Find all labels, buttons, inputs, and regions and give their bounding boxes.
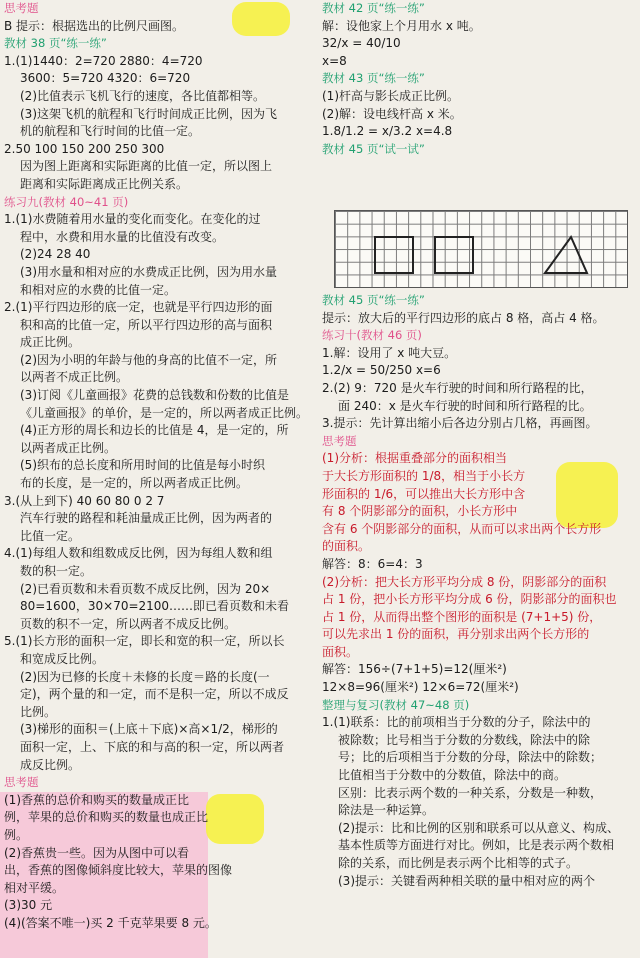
- section-heading-label: 教材 42 页“练一练”: [322, 1, 425, 15]
- text-line: (5)织布的总长度和所用时间的比值是每小时织: [20, 458, 265, 473]
- text-line: (3)用水量和相对应的水费成正比例，因为用水量: [20, 264, 277, 279]
- text-line: (1)香蕉的总价和购买的数量成正比: [4, 792, 189, 807]
- section-heading: [4, 35, 314, 53]
- text-line: 定)，两个量的和一定，而不是积一定，所以不成反: [20, 687, 289, 702]
- section-heading: [322, 292, 638, 310]
- section-heading-label: 整理与复习(教材 47~48 页): [322, 697, 470, 712]
- left-column: [4, 0, 314, 932]
- text-line: 3600：5=720 4320：6=720: [20, 71, 191, 86]
- text-line: 1.(1)1440：2=720 2880：4=720: [4, 53, 203, 68]
- text-line: 4.(1)每组人数和组数成反比例，因为每组人数和组: [4, 546, 273, 561]
- text-line: 于大长方形面积的 1/8，相当于小长方: [322, 468, 526, 483]
- right-column-bottom: [322, 292, 638, 890]
- right-column-top: [322, 0, 638, 158]
- text-line: (4)(答案不唯一)买 2 千克苹果要 8 元。: [4, 915, 217, 930]
- text-line: 的面积。: [322, 539, 371, 554]
- text-line: 解答：156÷(7+1+5)=12(厘米²): [322, 662, 507, 677]
- text-line: (1)分析：根据重叠部分的面积相当: [322, 451, 507, 466]
- text-line: 汽车行驶的路程和耗油量成正比例，因为两者的: [20, 511, 273, 526]
- text-line: (2)提示：比和比例的区别和联系可以从意义、构成、: [338, 820, 620, 835]
- text-line: 1.8/1.2 = x/3.2 x=4.8: [322, 124, 453, 139]
- text-line: 3.提示：先计算出缩小后各边分别占几格，再画图。: [322, 416, 598, 431]
- section-heading: [322, 0, 638, 18]
- text-line: 机的航程和飞行时间的比值一定。: [20, 124, 201, 139]
- text-line: 12×8=96(厘米²) 12×6=72(厘米²): [322, 680, 519, 695]
- section-heading-label: 教材 45 页“试一试”: [322, 141, 425, 156]
- text-line: 相对平缓。: [4, 880, 65, 895]
- text-line: (2)分析：把大长方形平均分成 8 份，阴影部分的面积: [322, 574, 607, 589]
- text-line: 距离和实际距离成正比例关系。: [20, 176, 189, 191]
- text-line: 解答：8：6=4：3: [322, 556, 423, 571]
- text-line: 2.(1)平行四边形的底一定，也就是平行四边形的面: [4, 300, 273, 315]
- section-heading-label: 练习九(教材 40~41 页): [4, 194, 129, 209]
- text-line: 1.2/x = 50/250 x=6: [322, 363, 441, 378]
- text-line: B 提示：根据选出的比例尺画图。: [4, 18, 185, 33]
- text-line: (1)杆高与影长成正比例。: [322, 88, 459, 103]
- text-line: (2)24 28 40: [20, 247, 91, 262]
- section-heading: [4, 194, 314, 212]
- text-line: 基本性质等方面进行对比。例如，比是表示两个数相: [338, 838, 615, 853]
- right-column: [322, 0, 638, 158]
- text-line: 80=1600，30×70=2100……即已看页数和未看: [20, 599, 290, 614]
- text-line: 2.(2) 9：720 是火车行驶的时间和所行路程的比，: [322, 380, 593, 395]
- text-line: 除的关系，而比例是表示两个比相等的式子。: [338, 856, 579, 870]
- text-line: 比值相当于分数中的分数值，除法中的商。: [338, 768, 567, 783]
- text-line: 页数的积不一定，所以两者不成反比例。: [20, 616, 237, 631]
- text-line: 1.(1)联系：比的前项相当于分数的分子，除法中的: [322, 715, 591, 730]
- grid-figure: [334, 210, 628, 288]
- section-heading: [4, 0, 314, 18]
- section-heading-label: 练习十(教材 46 页): [322, 328, 422, 343]
- text-line: 可以先求出 1 份的面积，再分别求出两个长方形的: [322, 627, 590, 642]
- text-line: 3.(从上到下) 40 60 80 0 2 7: [4, 493, 165, 508]
- text-line: 出，香蕉的图像倾斜度比较大，苹果的图像: [4, 863, 233, 878]
- text-line: (2)香蕉贵一些。因为从图中可以看: [4, 845, 189, 860]
- section-heading-label: 教材 38 页“练一练”: [4, 36, 107, 51]
- text-line: (3)这架飞机的航程和飞行时间成正比例，因为飞: [20, 106, 277, 121]
- text-line: 被除数；比号相当于分数的分数线，除法中的除: [338, 732, 591, 747]
- section-heading-label: 思考题: [322, 433, 357, 448]
- square-enlarged-shape: [435, 237, 473, 273]
- text-line: 有 8 个阴影部分的面积，小长方形中: [322, 504, 518, 519]
- text-line: 解：设他家上个月用水 x 吨。: [322, 18, 481, 33]
- text-line: 5.(1)长方形的面积一定，即长和宽的积一定，所以长: [4, 634, 285, 649]
- text-line: 提示：放大后的平行四边形的底占 8 格，高占 4 格。: [322, 310, 605, 325]
- text-line: (4)正方形的周长和边长的比值是 4，是一定的，所: [20, 423, 289, 438]
- text-line: 程中，水费和用水量的比值没有改变。: [20, 229, 225, 244]
- text-line: 1.(1)水费随着用水量的变化而变化。在变化的过: [4, 212, 261, 227]
- text-line: x=8: [322, 53, 347, 68]
- text-line: 除法是一种运算。: [338, 803, 435, 818]
- text-line: 面 240：x 是火车行驶的时间和所行路程的比。: [338, 398, 592, 413]
- text-line: 成反比例。: [20, 757, 81, 772]
- text-line: (2)解：设电线杆高 x 米。: [322, 106, 462, 121]
- triangle-shape: [545, 237, 587, 273]
- section-heading: [322, 327, 638, 345]
- text-line: (2)因为已修的长度＋未修的长度＝路的长度(一: [20, 669, 270, 684]
- text-line: (2)比值表示飞机飞行的速度，各比值都相等。: [20, 88, 265, 103]
- section-heading-label: 教材 45 页“练一练”: [322, 293, 425, 307]
- text-line: 占 1 份，从而得出整个图形的面积是 (7+1+5) 份，: [322, 609, 602, 624]
- text-line: 比值一定。: [20, 528, 81, 543]
- text-line: (3)梯形的面积＝(上底＋下底)×高×1/2，梯形的: [20, 722, 278, 737]
- text-line: 例。: [4, 827, 29, 842]
- text-line: (2)已看页数和未看页数不成反比例，因为 20×: [20, 581, 271, 596]
- section-heading-label: 思考题: [4, 775, 39, 790]
- text-line: 成正比例。: [20, 335, 81, 350]
- section-heading: [322, 697, 638, 715]
- text-line: 区别：比表示两个数的一种关系，分数是一种数，: [338, 785, 603, 800]
- text-line: 面积。: [322, 644, 359, 659]
- text-line: 含有 6 个阴影部分的面积，从而可以求出两个长方形: [322, 521, 602, 536]
- text-line: 以两者不成正比例。: [20, 370, 129, 385]
- text-line: 以两者成正比例。: [20, 440, 117, 455]
- text-line: 《儿童画报》的单价，是一定的，所以两者成正比例。: [20, 405, 309, 420]
- section-heading-label: 思考题: [4, 1, 39, 15]
- text-line: 32/x = 40/10: [322, 36, 401, 51]
- text-line: 面积一定，上、下底的和与高的积一定，所以两者: [20, 739, 285, 754]
- text-line: 和相对应的水费的比值一定。: [20, 282, 177, 297]
- section-heading: [322, 433, 638, 451]
- text-line: 形面积的 1/6，可以推出大长方形中含: [322, 486, 526, 501]
- section-heading-label: 教材 43 页“练一练”: [322, 71, 425, 86]
- text-line: 2.50 100 150 200 250 300: [4, 141, 165, 156]
- text-line: 占 1 份，把小长方形平均分成 6 份，阴影部分的面积也: [322, 592, 617, 607]
- text-line: 因为图上距离和实际距离的比值一定，所以图上: [20, 159, 273, 174]
- text-line: 布的长度，是一定的，所以两者成正比例。: [20, 476, 249, 491]
- text-line: (2)因为小明的年龄与他的身高的比值不一定，所: [20, 352, 277, 367]
- text-line: 号；比的后项相当于分数的分母，除法中的除数；: [338, 750, 603, 765]
- text-line: 比例。: [20, 704, 57, 719]
- text-line: 和宽成反比例。: [20, 651, 105, 666]
- text-line: (3)订阅《儿童画报》花费的总钱数和份数的比值是: [20, 388, 289, 403]
- text-line: 积和高的比值一定，所以平行四边形的高与面积: [20, 317, 273, 332]
- section-heading: [322, 70, 638, 88]
- square-shape: [375, 237, 413, 273]
- text-line: 数的积一定。: [20, 564, 93, 578]
- text-line: (3)30 元: [4, 898, 53, 913]
- text-line: (3)提示：关键看两种相关联的量中相对应的两个: [338, 873, 595, 888]
- text-line: 例，苹果的总价和购买的数量也成正比: [4, 810, 209, 825]
- text-line: 1.解：设用了 x 吨大豆。: [322, 345, 457, 360]
- section-heading: [4, 774, 314, 792]
- section-heading: [322, 141, 638, 159]
